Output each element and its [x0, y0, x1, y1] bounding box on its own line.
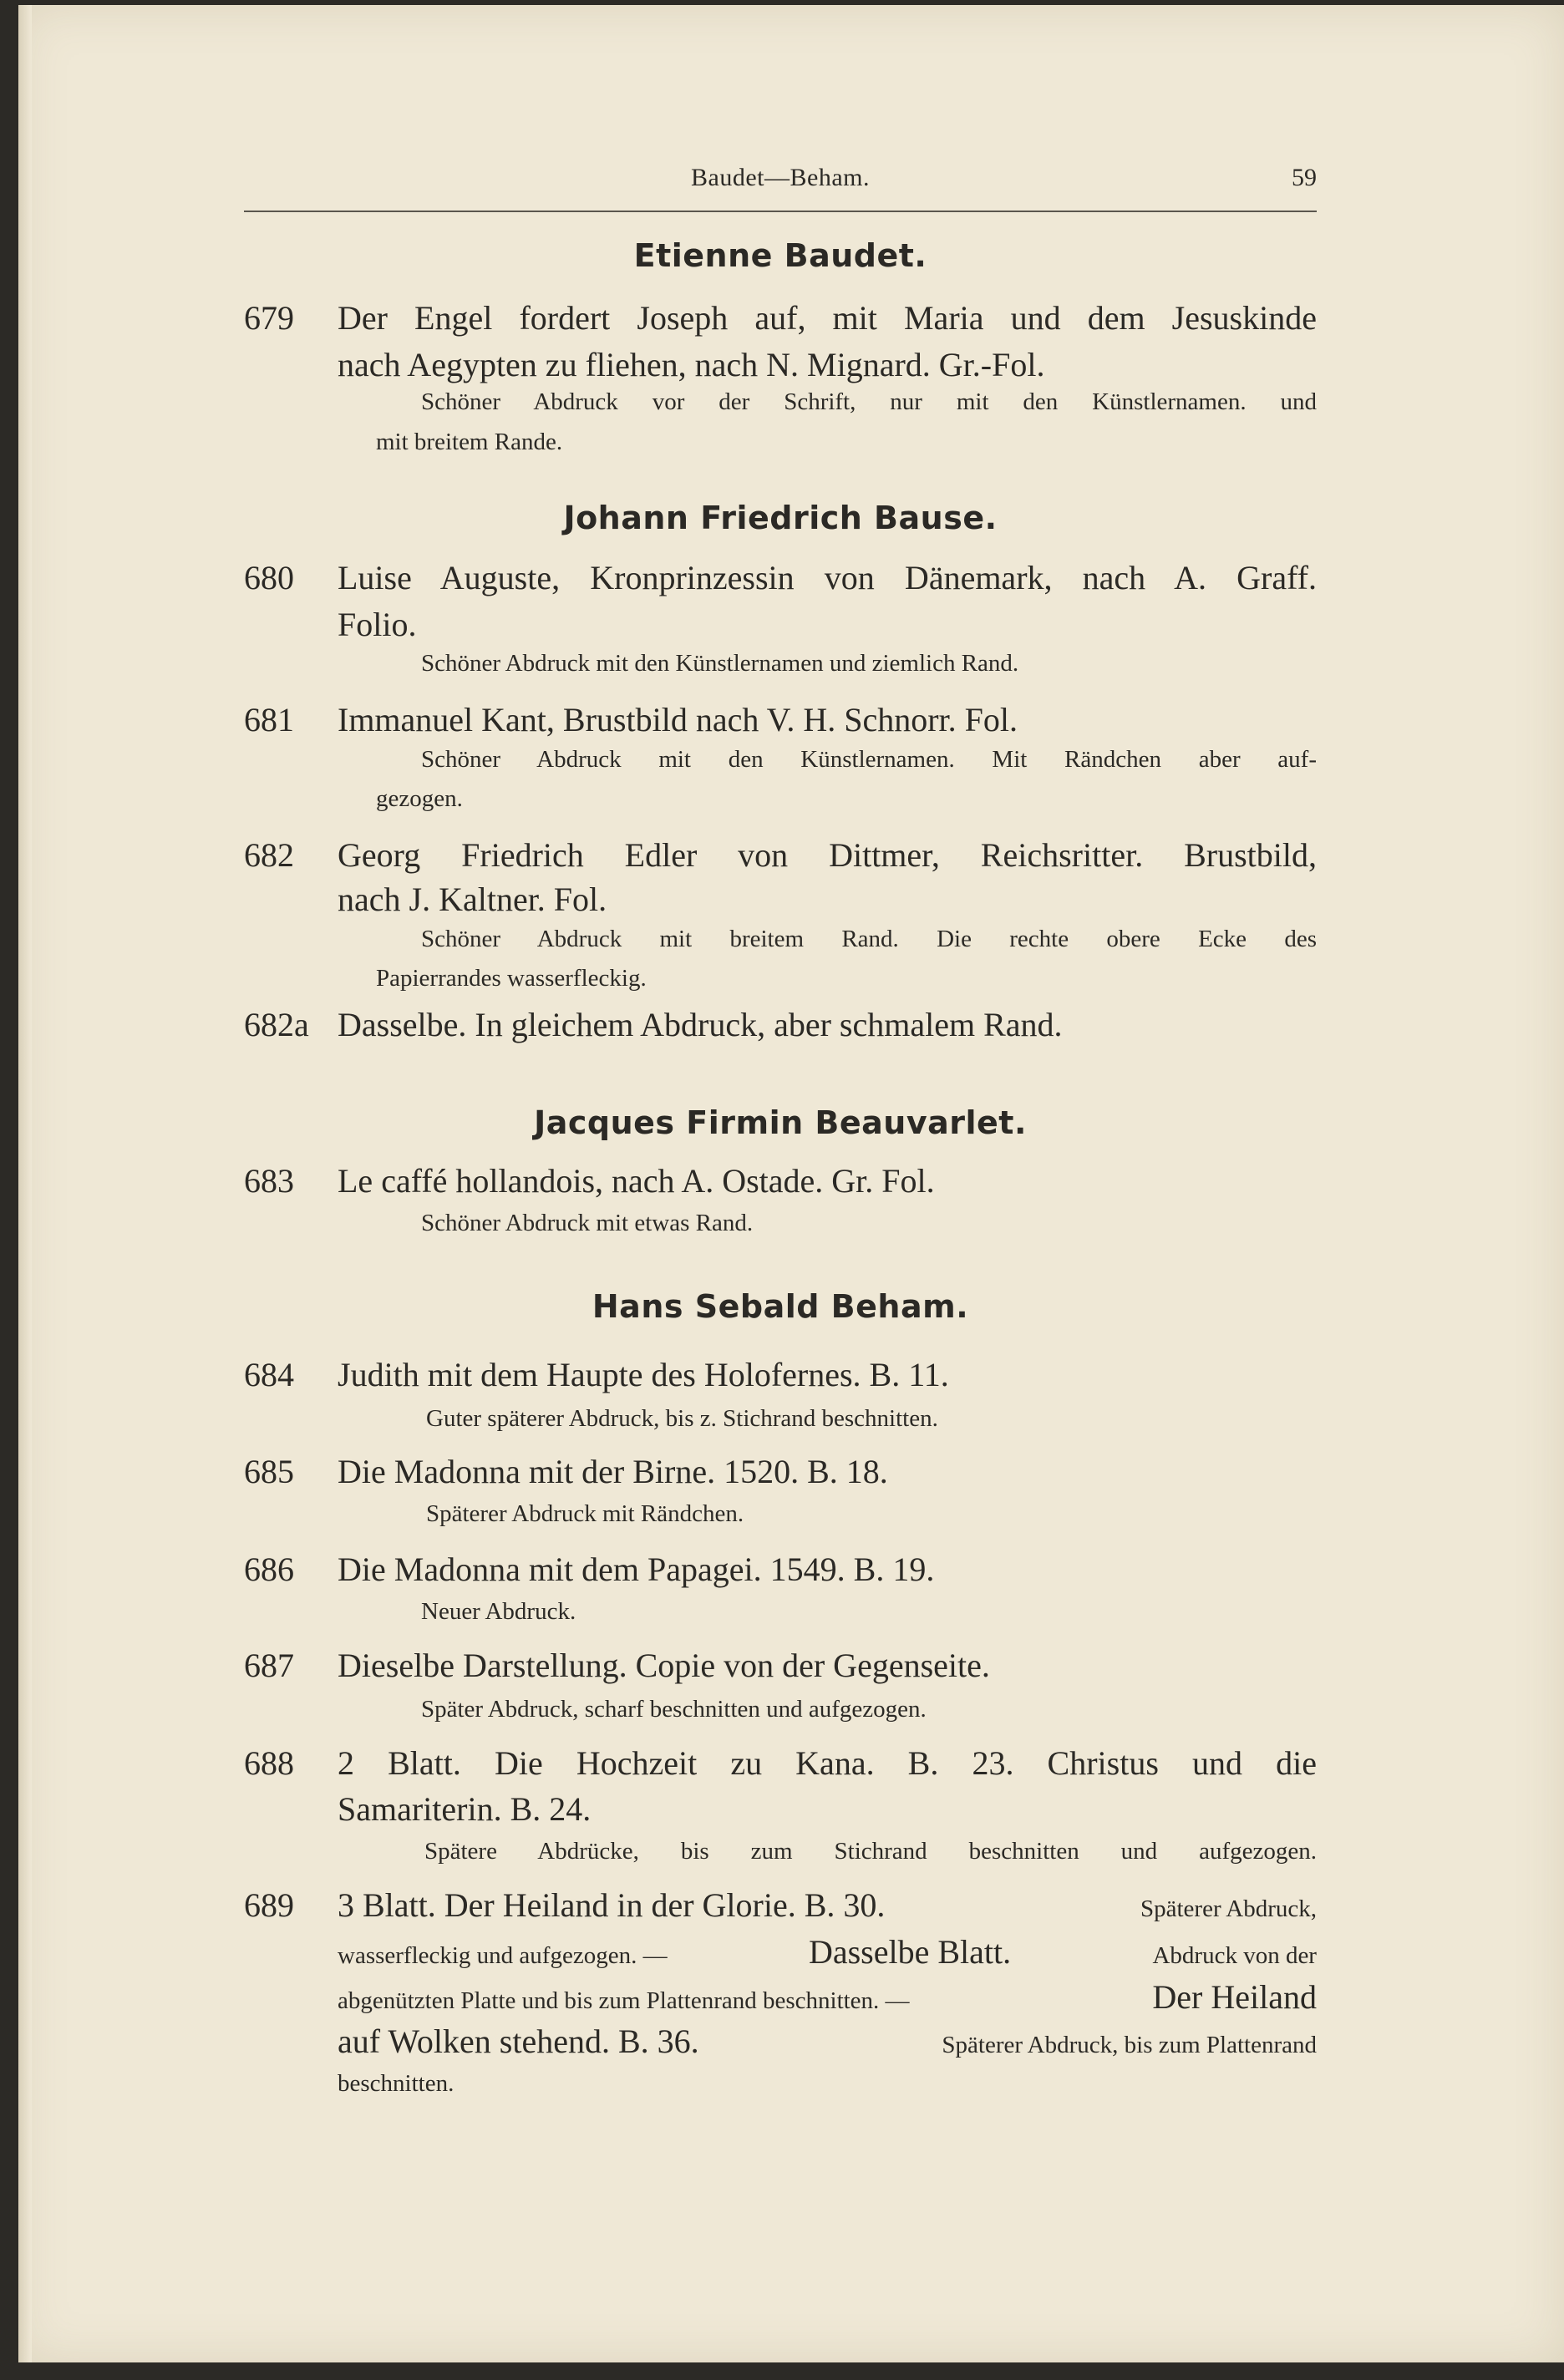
entry-679-line-1: Der Engel fordert Joseph auf, mit Maria und dem Jesuskinde: [338, 299, 1317, 337]
entry-682-line-1: Georg Friedrich Edler von Dittmer, Reichsritter. Brustbild,: [338, 836, 1317, 874]
entry-number-686: 686: [244, 1550, 294, 1588]
entry-683-note-1: Schöner Abdruck mit etwas Rand.: [421, 1210, 754, 1236]
entry-number-685: 685: [244, 1453, 294, 1490]
page-binding-edge: [18, 5, 32, 2362]
entry-689-line-4-note: Späterer Abdruck, bis zum Plattenrand: [942, 2032, 1317, 2058]
entry-number-682a: 682a: [244, 1006, 309, 1043]
entry-number-684: 684: [244, 1356, 294, 1393]
entry-679-note-1: Schöner Abdruck vor der Schrift, nur mit den Künstlernamen. und: [421, 388, 1317, 415]
entry-number-679: 679: [244, 299, 294, 337]
entry-689-line-5: beschnitten.: [338, 2070, 454, 2097]
section-heading-bause: Johann Friedrich Bause.: [563, 500, 998, 536]
entry-689-line-3-note: abgenützten Platte und bis zum Plattenrand beschnitten. —: [338, 1987, 910, 2014]
entry-687-note-1: Später Abdruck, scharf beschnitten und aufgezogen.: [421, 1696, 927, 1723]
entry-688-line-1: 2 Blatt. Die Hochzeit zu Kana. B. 23. Christus und die: [338, 1744, 1317, 1782]
entry-687-line-1: Dieselbe Darstellung. Copie von der Gegenseite.: [338, 1647, 990, 1684]
entry-689-line-2-note-b: Abdruck von der: [1152, 1942, 1317, 1969]
entry-689-line-1: [338, 1885, 1317, 1925]
entry-685-line-1: Die Madonna mit der Birne. 1520. B. 18.: [338, 1453, 888, 1490]
entry-682-note-1: Schöner Abdruck mit breitem Rand. Die rechte obere Ecke des: [421, 926, 1317, 952]
entry-681-note-1: Schöner Abdruck mit den Künstlernamen. Mit Rändchen aber auf-: [421, 746, 1317, 773]
entry-number-687: 687: [244, 1647, 294, 1684]
entry-689-line-2-note-a: wasserfleckig und aufgezogen. —: [338, 1942, 668, 1969]
entry-number-683: 683: [244, 1162, 294, 1200]
entry-686-line-1: Die Madonna mit dem Papagei. 1549. B. 19.: [338, 1550, 935, 1588]
entry-689-line-2-main: Dasselbe Blatt.: [808, 1933, 1012, 1971]
entry-682-line-2: nach J. Kaltner. Fol.: [338, 880, 607, 918]
entry-684-note-1: Guter späterer Abdruck, bis z. Stichrand beschnitten.: [426, 1405, 938, 1432]
entry-number-682: 682: [244, 836, 294, 874]
running-title: Baudet—Beham.: [691, 164, 870, 191]
entry-689-line-3: [338, 1977, 1317, 2017]
entry-689-line-2: [338, 1932, 1317, 1971]
entry-689-line-1-note: Späterer Abdruck,: [1140, 1895, 1317, 1922]
entry-679-line-2: nach Aegypten zu fliehen, nach N. Mignard. Gr.-Fol.: [338, 346, 1045, 383]
entry-number-681: 681: [244, 701, 294, 738]
entry-686-note-1: Neuer Abdruck.: [421, 1598, 576, 1625]
running-header: [244, 160, 1317, 212]
entry-681-line-1: Immanuel Kant, Brustbild nach V. H. Schnorr. Fol.: [338, 701, 1018, 738]
entry-682-note-2: Papierrandes wasserfleckig.: [376, 965, 647, 992]
entry-680-note-1: Schöner Abdruck mit den Künstlernamen und ziemlich Rand.: [421, 650, 1019, 677]
entry-689-line-1-main: 3 Blatt. Der Heiland in der Glorie. B. 30.: [338, 1886, 886, 1924]
entry-683-line-1: Le caffé hollandois, nach A. Ostade. Gr. Fol.: [338, 1162, 935, 1200]
entry-689-line-3-main: Der Heiland: [1152, 1978, 1317, 2016]
entry-number-680: 680: [244, 559, 294, 596]
entry-681-note-2: gezogen.: [376, 785, 463, 812]
entry-682a-line-1: Dasselbe. In gleichem Abdruck, aber schmalem Rand.: [338, 1006, 1063, 1043]
entry-685-note-1: Späterer Abdruck mit Rändchen.: [426, 1500, 744, 1527]
entry-680-line-2: Folio.: [338, 606, 417, 643]
entry-680-line-1: Luise Auguste, Kronprinzessin von Dänemark, nach A. Graff.: [338, 559, 1317, 596]
section-heading-beauvarlet: Jacques Firmin Beauvarlet.: [534, 1104, 1027, 1141]
section-heading-beham: Hans Sebald Beham.: [592, 1288, 969, 1325]
entry-684-line-1: Judith mit dem Haupte des Holofernes. B. 11.: [338, 1356, 949, 1393]
entry-number-689: 689: [244, 1886, 294, 1924]
page-number: 59: [1292, 164, 1317, 191]
entry-688-note-1: Spätere Abdrücke, bis zum Stichrand beschnitten und aufgezogen.: [424, 1838, 1317, 1865]
entry-688-line-2: Samariterin. B. 24.: [338, 1790, 592, 1828]
entry-679-note-2: mit breitem Rande.: [376, 429, 563, 455]
entry-number-688: 688: [244, 1744, 294, 1782]
entry-689-line-4: [338, 2022, 1317, 2061]
section-heading-baudet: Etienne Baudet.: [633, 237, 927, 274]
entry-689-line-4-main: auf Wolken stehend. B. 36.: [338, 2022, 699, 2060]
